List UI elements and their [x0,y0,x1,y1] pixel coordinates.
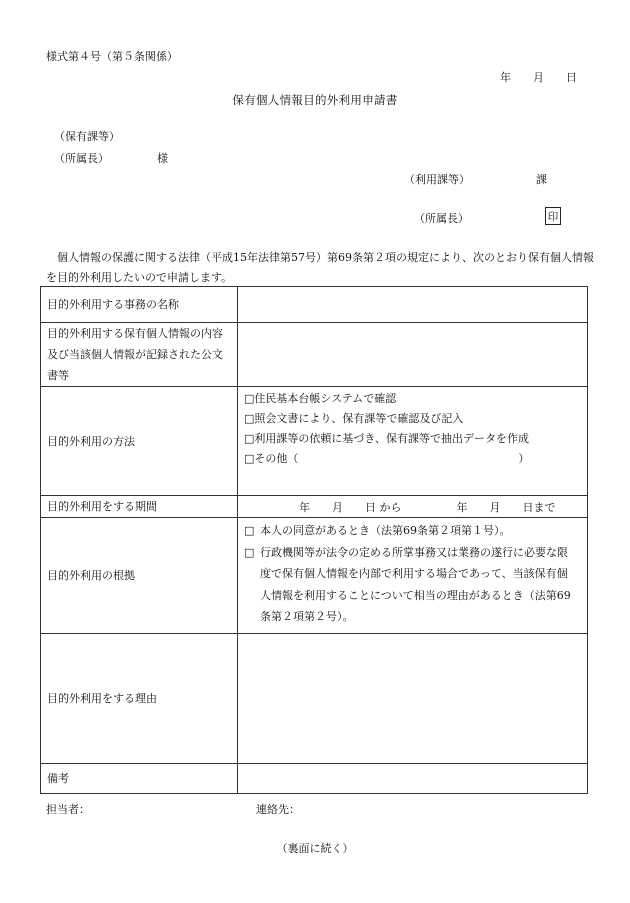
task-name-label: 目的外利用する事務の名称 [41,287,238,323]
basis-options [238,518,588,634]
remarks-field[interactable] [238,764,588,794]
method-option[interactable]: □照会文書により、保有課等で確認及び記入 [244,412,464,425]
intro-text: 個人情報の保護に関する法律（平成15年法律第57号）第69条第２項の規定により、次のとおり保有個人情報を目的外利用したいので申請します。 [46,251,594,284]
contact-label: 連絡先： [256,803,300,816]
date-year-label: 年 [500,71,511,84]
person-in-charge-label: 担当者： [46,803,90,816]
date-day-label: 日 [566,71,577,84]
info-content-label: 目的外利用する保有個人情報の内容及び当該個人情報が記録された公文書等 [41,323,238,387]
table-row [41,634,588,764]
page-title: 保有個人情報目的外利用申請書 [232,93,398,107]
basis-option-text: 本人の同意があるとき（法第69条第２項第１号）。 [260,524,511,537]
method-option[interactable]: □その他（ ） [244,452,530,465]
method-label: 目的外利用の方法 [41,387,238,496]
form-number: 様式第４号（第５条関係） [46,50,178,63]
table-row [41,287,588,323]
basis-label: 目的外利用の根拠 [41,518,238,634]
method-option[interactable]: □住民基本台帳システムで確認 [244,392,397,405]
table-row [41,518,588,634]
method-option[interactable]: □利用課等の依頼に基づき、保有課等で抽出データを作成 [244,432,529,445]
info-content-field[interactable] [238,323,588,387]
remarks-label: 備考 [41,764,238,794]
table-row [41,496,588,518]
checkbox-icon[interactable]: □ [244,524,255,537]
basis-option-internal-use[interactable] [244,542,577,628]
method-options [238,387,588,496]
application-form-table [40,286,588,794]
reason-field[interactable] [238,634,588,764]
owner-chief-label: （所属長） [54,152,109,165]
owner-dept-label: （保有課等） [54,130,120,143]
task-name-field[interactable] [238,287,588,323]
period-label: 目的外利用をする期間 [41,496,238,518]
user-chief-label: （所属長） [414,212,469,225]
honorific-label: 様 [157,152,168,165]
application-date [500,69,577,85]
table-row [41,323,588,387]
period-field[interactable]: 年 月 日 から 年 月 日まで [238,496,588,518]
checkbox-icon[interactable]: □ [244,545,255,559]
table-row [41,387,588,496]
user-dept-label: （利用課等） [404,173,470,186]
continued-note: （裏面に続く） [276,842,354,855]
reason-label: 目的外利用をする理由 [41,634,238,764]
date-month-label: 月 [533,71,544,84]
ka-label: 課 [536,173,547,186]
basis-option-consent[interactable] [244,520,577,542]
table-row [41,764,588,794]
seal-mark: 印 [545,207,561,225]
basis-option-text: 行政機関等が法令の定める所掌事務又は業務の遂行に必要な限度で保有個人情報を内部で利用する場合であって、当該保有個人情報を利用することについて相当の理由があるとき（法第69条第２項第２号）。 [260,545,571,623]
